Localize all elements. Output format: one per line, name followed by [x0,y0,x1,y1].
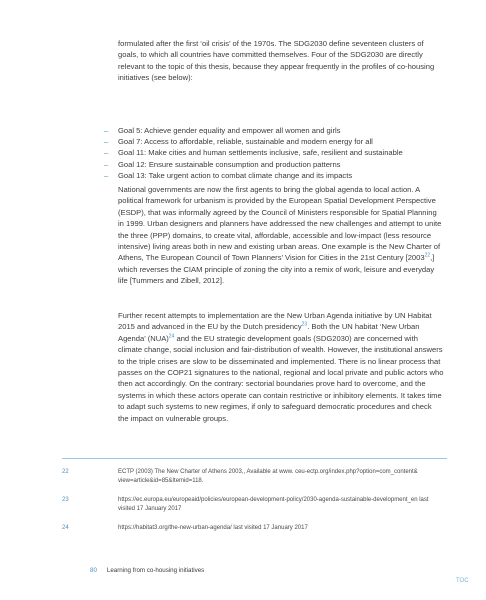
list-item: – Goal 13: Take urgent action to combat climate change and its impacts [104,170,353,180]
dash-marker: – [104,170,109,180]
dash-marker: – [104,159,109,169]
footnote-number: 23 [62,497,69,503]
toc-link[interactable]: TOC [456,578,469,584]
list-item: – Goal 7: Access to affordable, reliable, sustainable and modern energy for all [104,137,373,147]
paragraph-national-governments: National governments are now the first agents to bring the global agenda to local action. A political framework for urbanism is provided by the European Spatial Development Perspective (ESDP), that was informally agreed by the Council of Ministers responsible for Spatial Planning in 1999. Urban designers and planners have addressed the new challenges and attempt to unite the three (PPP) domains, to create vital, affordable, accessible and low-impact (less resource intensive) living areas both in new and existing urban areas. One example is the New Charter of Athens, The European Council of Town Planners’ Vision for Cities in the 21st Century [2003$^{22}$,] which reverses the CIAM principle of zoning the city into a remix of work, leisure and everyday life [Tummers and Zibell, 2012]. [118,185,442,286]
footnote-text[interactable]: ECTP (2003) The New Charter of Athens 2003,, Available at www. ceu-ectp.org/index.php?option=com_content& view=article&id=85&Itemid=118. [118,469,418,484]
sdg-goals-list [104,125,449,181]
footnote-divider [62,458,447,459]
footnote-number: 22 [62,469,69,475]
footnote-number: 24 [62,525,69,531]
page-footer [90,567,204,574]
running-title: Learning from co-housing initiatives [106,567,205,574]
footnote-ref-22[interactable]: 22 [424,252,431,259]
footnote-ref-23[interactable]: 23 [301,321,308,328]
list-item: – Goal 5: Achieve gender equality and empower all women and girls [104,126,341,135]
footnote-text[interactable]: https://habitat3.org/the-new-urban-agenda/ last visited 17 January 2017 [118,525,308,531]
footnote-ref-24[interactable]: 24 [168,333,175,340]
list-item: – Goal 12: Ensure sustainable consumption and production patterns [104,159,341,169]
dash-marker: – [104,126,109,135]
dash-marker: – [104,137,109,147]
paragraph-sdg-intro: formulated after the first ‘oil crisis’ of the 1970s. The SDG2030 define seventeen clusters of goals, to which all countries have committed themselves. Four of the SDG2030 are directly relevant to the topic of this thesis, because they appear frequently in the profiles of co-housing initiatives (see below): [118,39,435,83]
footnote-text[interactable]: https://ec.europa.eu/europeaid/policies/european-development-policy/2030-agenda-sustainable-development_en last visited 17 January 2017 [118,497,429,512]
dash-marker: – [104,148,109,158]
page-number: 80 [90,567,97,574]
paragraph-new-urban-agenda: Further recent attempts to implementation are the New Urban Agenda initiative by UN Habitat 2015 and advanced in the EU by the Dutch presidency$^{23}$. Both the UN habitat ‘New Urban Agenda’ (NUA)$^{24}$ and the EU strategic development goals (SDG2030) are concerned with climate change, social inclusion and fair-distribution of wealth. However, the institutional answers to the triple crises are slow to be disseminated and implemented. There is no linear process that passes on the COP21 signatures to the national, regional and local private and public actors who then act accordingly. On the contrary: sectorial boundaries prove hard to overcome, and the systems in which these actors operate can contain restrictive or inhibitory elements. It takes time to adapt such systems to new regimes, if only to safeguard democratic procedures and check the impact on vulnerable groups. [118,311,444,423]
list-item: – Goal 11: Make cities and human settlements inclusive, safe, resilient and sustainable [104,148,403,158]
